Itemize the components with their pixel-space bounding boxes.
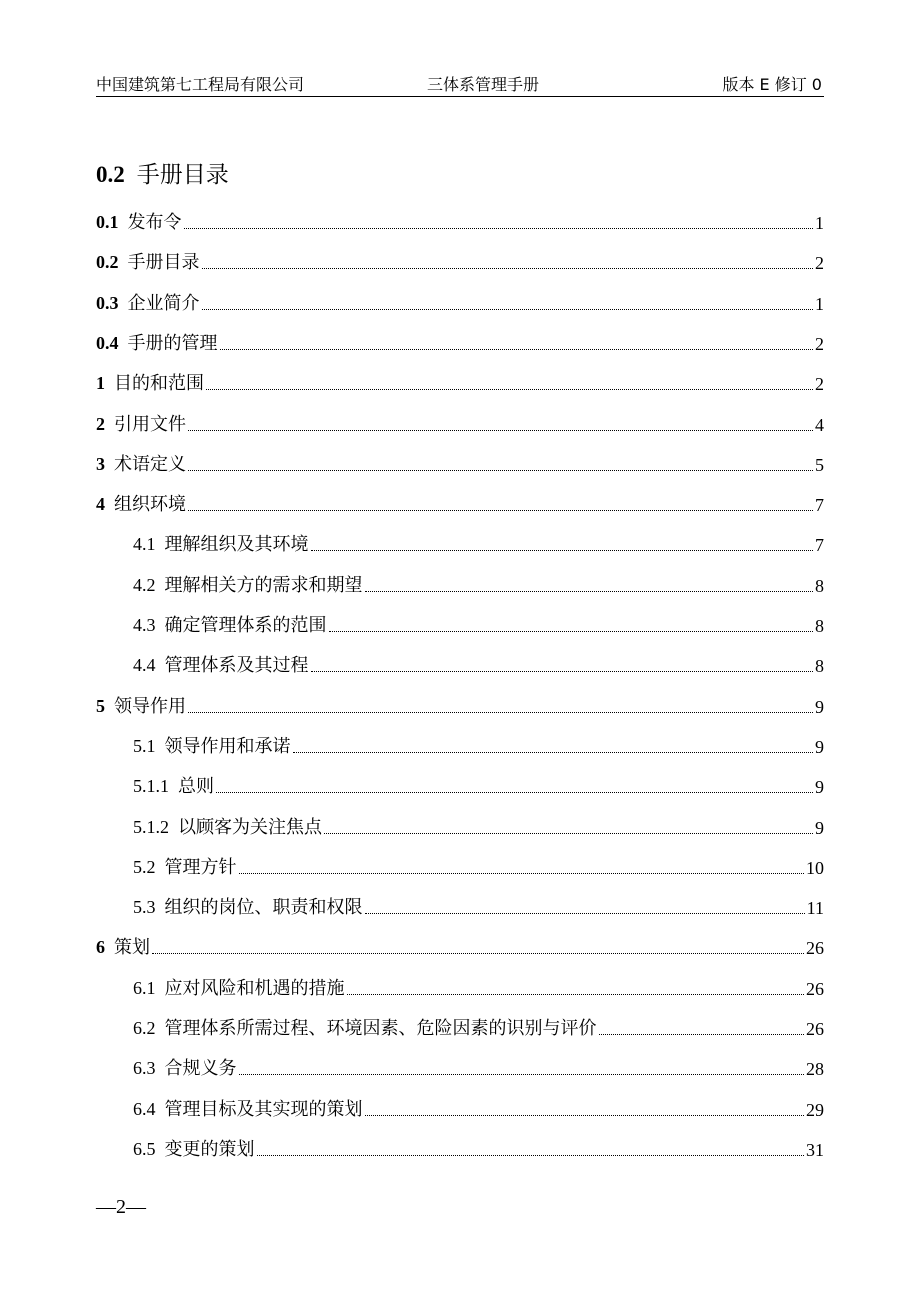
toc-entry[interactable] (133, 879, 824, 919)
toc-entry-label (133, 772, 214, 798)
toc-entry-label (133, 530, 309, 556)
toc-entry-number: 0.1 (96, 212, 119, 232)
toc-heading-text: 手册目录 (136, 162, 229, 188)
toc-entry-number: 6.5 (133, 1138, 156, 1159)
toc-entry[interactable] (96, 476, 824, 516)
toc-entry[interactable] (96, 919, 824, 959)
toc-entry-page: 29 (806, 1099, 824, 1120)
toc-dot-leader (347, 994, 805, 995)
toc-entry-number: 4 (96, 494, 105, 515)
toc-dot-leader (206, 389, 813, 390)
toc-entry-number: 5.1 (133, 735, 156, 756)
toc-entry-page: 31 (806, 1139, 824, 1160)
toc-entry-page: 8 (815, 616, 824, 636)
toc-entry-title: 管理目标及其实现的策划 (164, 1098, 363, 1120)
toc-entry-label (133, 651, 309, 677)
toc-entry-number: 0.4 (96, 332, 119, 353)
toc-entry-title: 组织环境 (114, 494, 186, 516)
toc-entry[interactable] (96, 396, 824, 436)
toc-entry-number: 0.3 (96, 292, 119, 313)
toc-entry-title: 组织的岗位、职责和权限 (164, 897, 363, 919)
toc-dot-leader (188, 430, 813, 431)
toc-entry[interactable] (96, 194, 824, 234)
toc-entry-page: 1 (815, 213, 824, 233)
toc-dot-leader (152, 953, 804, 954)
toc-entry[interactable] (133, 839, 824, 879)
toc-entry-label (96, 208, 182, 234)
toc-entry-number: 3 (96, 453, 105, 474)
toc-entry-label (133, 974, 345, 1000)
toc-entry-label (96, 410, 186, 436)
page-header (96, 70, 824, 97)
toc-dot-leader (239, 873, 805, 874)
toc-dot-leader (202, 268, 814, 269)
toc-dot-leader (324, 833, 813, 834)
toc-dot-leader (311, 550, 814, 551)
toc-entry-page: 8 (815, 575, 824, 596)
toc-entry-label (133, 813, 322, 839)
toc-entry-page: 5 (815, 454, 824, 475)
toc-entry-page: 26 (806, 1019, 824, 1039)
toc-entry-title: 合规义务 (164, 1058, 237, 1080)
toc-entry-title: 理解相关方的需求和期望 (164, 574, 363, 596)
toc-dot-leader (184, 228, 814, 229)
toc-entry-number: 5 (96, 695, 105, 716)
toc-dot-leader (188, 470, 813, 471)
toc-dot-leader (257, 1155, 805, 1156)
toc-entry[interactable] (96, 315, 824, 355)
toc-entry[interactable] (133, 557, 824, 597)
toc-entry-number: 4.1 (133, 534, 156, 555)
toc-entry-page: 11 (806, 898, 824, 919)
toc-entry-label (96, 692, 186, 718)
toc-entry[interactable] (96, 436, 824, 476)
toc-entry[interactable] (133, 1040, 824, 1080)
toc-dot-leader (220, 349, 814, 350)
toc-entry[interactable] (133, 516, 824, 556)
toc-entry-title: 以顾客为关注焦点 (178, 816, 322, 838)
toc-dot-leader (599, 1034, 805, 1035)
toc-dot-leader (202, 309, 814, 310)
toc-entry-label (96, 490, 186, 516)
toc-entry-page: 9 (815, 777, 824, 798)
toc-entry-title: 总则 (178, 776, 214, 798)
toc-entry-number: 2 (96, 413, 105, 434)
header-version: 版本 E 修订 0 (722, 75, 822, 94)
toc-entry-title: 术语定义 (114, 453, 186, 475)
toc-entry-title: 发布令 (127, 212, 182, 233)
toc-entry-label (96, 933, 150, 959)
toc-entry-label (96, 369, 204, 395)
toc-entry-title: 领导作用 (114, 695, 186, 717)
toc-entry-title: 应对风险和机遇的措施 (164, 977, 345, 999)
toc-entry-page: 2 (815, 253, 824, 274)
toc-entry-page: 9 (815, 817, 824, 838)
toc-dot-leader (365, 591, 814, 592)
toc-entry-number: 1 (96, 373, 105, 394)
header-company: 中国建筑第七工程局有限公司 (96, 75, 305, 94)
toc-entry-title: 管理方针 (164, 856, 237, 878)
toc-entry-label (96, 248, 200, 274)
toc-entry[interactable] (133, 758, 824, 798)
toc-entry-title: 管理体系所需过程、环境因素、危险因素的识别与评价 (164, 1018, 597, 1039)
toc-dot-leader (365, 913, 805, 914)
toc-dot-leader (293, 752, 814, 753)
toc-entry-label (133, 1014, 597, 1040)
toc-entry[interactable] (133, 597, 824, 637)
toc-entry[interactable] (96, 355, 824, 395)
toc-entry-number: 6.2 (133, 1018, 156, 1038)
page-number: —2— (96, 1196, 146, 1218)
toc-entry-number: 0.2 (96, 252, 119, 273)
toc-entry-label (133, 571, 363, 597)
toc-entry-page: 4 (815, 414, 824, 435)
toc-entry-page: 10 (806, 857, 824, 878)
toc-heading (96, 156, 229, 189)
toc-entry-number: 6.3 (133, 1058, 156, 1079)
toc-dot-leader (188, 712, 813, 713)
toc-entry-title: 目的和范围 (114, 373, 204, 395)
toc-dot-leader (329, 631, 814, 632)
toc-entry[interactable] (133, 799, 824, 839)
toc-entry-label (96, 329, 218, 355)
toc-entry-number: 5.3 (133, 897, 156, 918)
toc-entry-label (133, 1095, 363, 1121)
toc-entry-label (133, 1054, 237, 1080)
toc-entry-page: 28 (806, 1059, 824, 1080)
toc-entry-page: 7 (815, 535, 824, 556)
toc-entry-number: 4.4 (133, 655, 156, 676)
toc-entry[interactable] (96, 275, 824, 315)
toc-entry-number: 6 (96, 937, 105, 958)
toc-entry-page: 1 (815, 293, 824, 314)
toc-entry[interactable] (133, 1121, 824, 1161)
toc-dot-leader (311, 671, 814, 672)
toc-entry[interactable] (96, 678, 824, 718)
toc-entry[interactable] (133, 1000, 824, 1040)
toc-entry-label (133, 611, 327, 637)
toc-entry-number: 5.1.1 (133, 776, 169, 797)
toc-dot-leader (216, 792, 813, 793)
toc-entry-title: 理解组织及其环境 (164, 534, 309, 556)
header-manual-title: 三体系管理手册 (427, 75, 540, 94)
toc-entry-label (96, 450, 186, 476)
toc-entry[interactable] (133, 960, 824, 1000)
toc-entry-number: 6.1 (133, 977, 156, 998)
toc-entry-page: 2 (815, 333, 824, 354)
toc-entry[interactable] (133, 1081, 824, 1121)
toc-entry-page: 26 (806, 978, 824, 999)
toc-entry-title: 策划 (114, 937, 150, 959)
toc-entry-title: 变更的策划 (164, 1138, 255, 1160)
toc-entry[interactable] (133, 637, 824, 677)
toc-entry-number: 5.2 (133, 856, 156, 877)
toc-entry-number: 5.1.2 (133, 816, 169, 837)
toc-entry-label (133, 853, 237, 879)
toc-entry-title: 企业简介 (127, 292, 200, 314)
toc-heading-number: 0.2 (96, 162, 125, 187)
toc-entry[interactable] (133, 718, 824, 758)
toc-entry-page: 7 (815, 495, 824, 516)
toc-entry-title: 确定管理体系的范围 (164, 615, 327, 636)
toc-entry-page: 26 (806, 938, 824, 959)
toc-entry-title: 手册目录 (127, 252, 200, 274)
toc-entry-number: 6.4 (133, 1098, 156, 1119)
toc-entry-title: 领导作用和承诺 (164, 735, 291, 757)
toc-entry-page: 2 (815, 374, 824, 395)
toc-entry[interactable] (96, 234, 824, 274)
toc-entry-page: 9 (815, 736, 824, 757)
toc-entry-title: 手册的管理 (127, 332, 218, 354)
toc-entry-page: 8 (815, 656, 824, 677)
toc-dot-leader (188, 510, 813, 511)
toc-entry-title: 管理体系及其过程 (164, 655, 309, 677)
toc-entry-page: 9 (815, 696, 824, 717)
toc-entry-label (96, 289, 200, 315)
toc-entry-number: 4.3 (133, 615, 156, 635)
toc-entry-label (133, 732, 291, 758)
toc-entry-title: 引用文件 (114, 413, 186, 435)
toc-dot-leader (239, 1074, 805, 1075)
toc-entry-label (133, 1135, 255, 1161)
toc-dot-leader (365, 1115, 805, 1116)
toc-entry-number: 4.2 (133, 574, 156, 595)
toc-entry-label (133, 893, 363, 919)
